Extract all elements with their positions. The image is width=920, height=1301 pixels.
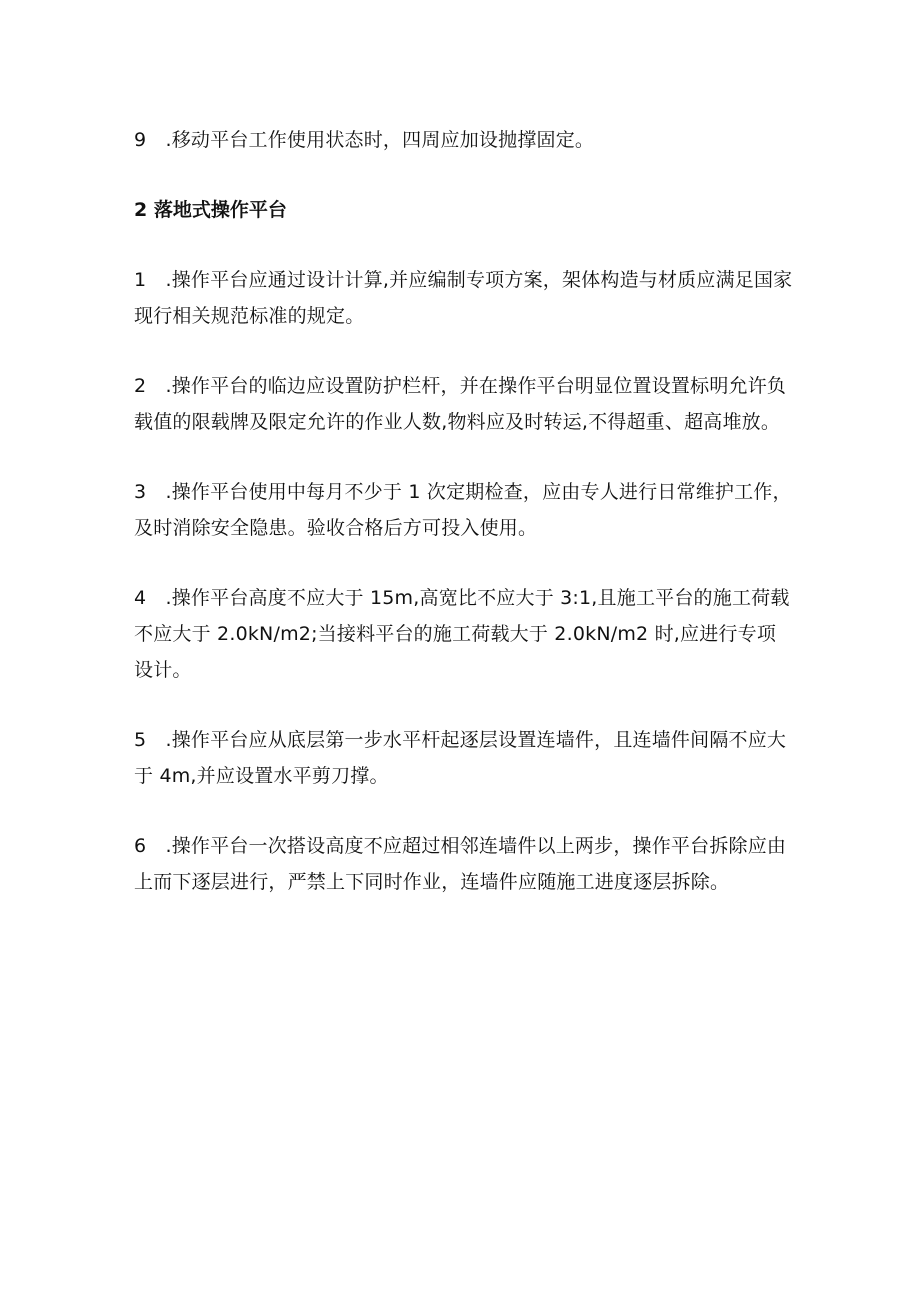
paragraph-item-2: 2 .操作平台的临边应设置防护栏杆，并在操作平台明显位置设置标明允许负载值的限载牌及限定允许的作业人数,物料应及时转运,不得超重、超高堆放。 bbox=[134, 375, 787, 433]
paragraph-item-4: 4 .操作平台高度不应大于 15m,高宽比不应大于 3:1,且施工平台的施工荷载不应大于 2.0kN/m2;当接料平台的施工荷载大于 2.0kN/m2 时,应进行专项设计。 bbox=[134, 587, 790, 681]
paragraph-item-1: 1 .操作平台应通过设计计算,并应编制专项方案，架体构造与材质应满足国家现行相关规范标准的规定。 bbox=[134, 269, 793, 327]
section-heading-floor-platform: 2 落地式操作平台 bbox=[134, 199, 287, 221]
paragraph-item-9: 9 .移动平台工作使用状态时，四周应加设抛撑固定。 bbox=[134, 129, 595, 151]
paragraph-item-3: 3 .操作平台使用中每月不少于 1 次定期检查，应由专人进行日常维护工作，及时消除安全隐患。验收合格后方可投入使用。 bbox=[134, 481, 792, 539]
paragraph-item-6: 6 .操作平台一次搭设高度不应超过相邻连墙件以上两步，操作平台拆除应由上而下逐层进行，严禁上下同时作业，连墙件应随施工进度逐层拆除。 bbox=[134, 835, 787, 893]
paragraph-item-5: 5 .操作平台应从底层第一步水平杆起逐层设置连墙件，且连墙件间隔不应大于 4m,并应设置水平剪刀撑。 bbox=[134, 729, 787, 787]
document-content bbox=[134, 122, 794, 900]
